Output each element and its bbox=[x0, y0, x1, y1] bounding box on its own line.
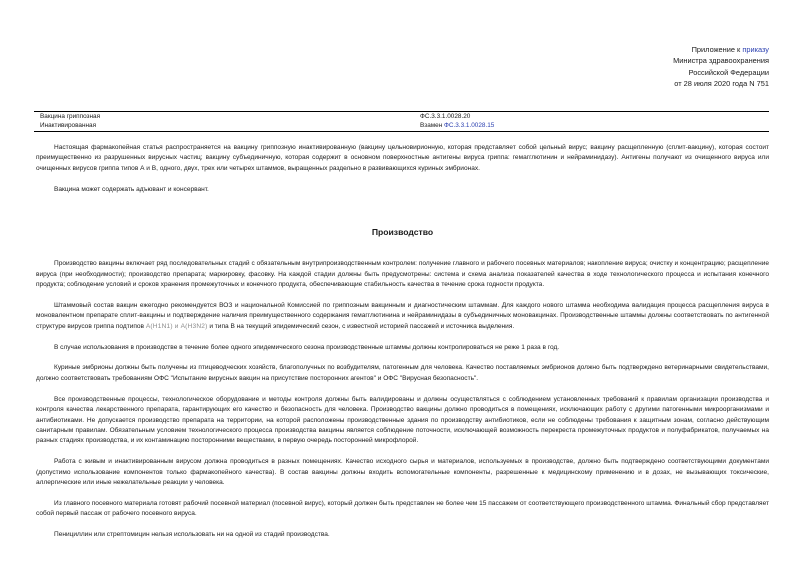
appendix-line-2: Министра здравоохранения bbox=[673, 56, 769, 66]
appendix-line-1: Приложение к приказу bbox=[691, 45, 769, 54]
body-paragraph-6: Работа с живым и инактивированным вирусом должна проводиться в разных помещениях. Качество исходного сырья и материалов, используемых в производстве, должно быть подтверждено соответствующими документами (допустимо использование компонентов только фармакопейного качества). В состав вакцины должны входить вспомогательные компоненты, разрешенные к медицинскому применению и в дозах, не вызывающих токсические, аллергические или иные нежелательные реакции у человека. bbox=[36, 458, 769, 487]
body-paragraph-2: Штаммовый состав вакцин ежегодно рекомендуется ВОЗ и национальной Комиссией по гриппозным вакцинным и диагностическим штаммам. Для каждого нового штамма необходима валидация процесса расщепления вируса в моновалентном препарате сплит-вакцины и подтверждение наличия преимущественного содержания гемагглютинина и нейраминидазы в субъединичных моновакцинах. Производственные штаммы должны соответствовать по антигенной структуре вирусов гриппа подтипов A(H1N1) и A(H3N2) и типа В на текущий эпидемический сезон, с известной историей пассажей и источника выделения. bbox=[36, 301, 769, 330]
body-paragraph-5: Все производственные процессы, технологическое оборудование и методы контроля должны быть валидированы и должны осуществляться с соблюдением установленных требований к правилам организации производства и контроля качества лекарственного препарата, гарантирующих его качество и безопасность для человека. Производство вакцины должно проводиться в помещениях, исключающих работу с другими патогенными микроорганизмами и антибиотиками. Не допускается производство препарата на территории, на которой расположены производственные здания по производству антибиотиков, если не соблюдены требования к защитным зонам, согласно действующим санитарным правилам. Обязательным условием технологического процесса производства вакцины является соблюдение поточности, исключающей возможность перекреста промежуточных продуктов и полуфабрикатов, получаемых на разных стадиях производства, и их контаминацию посторонними веществами, в первую очередь посторонней микрофлорой. bbox=[36, 395, 769, 445]
body-paragraph-4: Куриные эмбрионы должны быть получены из птицеводческих хозяйств, благополучных по возбудителям, патогенным для человека. Качество поставляемых эмбрионов должно быть подтверждено ветеринарными свидетельствами, должно соответствовать требованиям ОФС "Испытание вирусных вакцин на присутствие посторонних агентов" и ОФС "Вирусная безопасность". bbox=[36, 364, 769, 382]
header-row-2 bbox=[34, 121, 769, 130]
body-paragraph-1: Производство вакцины включает ряд последовательных стадий с обязательным внутрипроизводственным контролем: получение главного и рабочего посевных материалов; накопление вируса; очистку и концентрацию; расщепление вируса (при необходимости); производство препарата; маркировку, фасовку. На каждой стадии должны быть предусмотрены: система и схема анализа показателей качества в ходе технологического процесса и испытания конечного продукта; соблюдение условий и сроков хранения промежуточных и конечного продукта, обеспечивающие стабильность качества в течение срока годности продукта. bbox=[36, 260, 769, 288]
header-row-1 bbox=[34, 112, 769, 121]
vaccine-name-1: Вакцина гриппозная bbox=[40, 113, 101, 120]
monograph-code: ФС.3.3.1.0028.20 bbox=[420, 113, 471, 120]
replaces-code: Взамен ФС.3.3.1.0028.15 bbox=[420, 122, 495, 130]
appendix-line-3: Российской Федерации bbox=[688, 67, 769, 77]
body-paragraph-8: Пенициллин или стрептомицин нельзя использовать ни на одной из стадий производства. bbox=[54, 531, 330, 539]
replaces-link[interactable]: ФС.3.3.1.0028.15 bbox=[444, 122, 495, 130]
order-link[interactable]: приказу bbox=[742, 45, 769, 54]
monograph-header-table bbox=[34, 111, 769, 132]
vaccine-name-2: Инактивированная bbox=[40, 122, 97, 130]
intro-paragraph-2: Вакцина может содержать адъювант и консервант. bbox=[54, 185, 209, 193]
appendix-line-4: от 28 июля 2020 года N 751 bbox=[674, 79, 769, 89]
intro-paragraph-1: Настоящая фармакопейная статья распространяется на вакцину гриппозную инактивированную (вакцину цельновирионную, которая представляет собой цельный вирус; вакцину расщепленную (сплит-вакцину), которая состоит преимущественно из разрушенных вирусных частиц; вакцину субъединичную, которая содержит в основном поверхностные антигены вируса гриппа: гемагглютинин и нейраминидазу). Антигены получают из очищенного вируса или очищенных вирусов гриппа типов А и В, одного, двух, трех или четырех штаммов, выращенных раздельно в развивающихся куриных эмбрионах. bbox=[36, 144, 769, 172]
body-paragraph-7: Из главного посевного материала готовят рабочий посевной материал (посевной вирус), который должен быть представлен не более чем 15 пассажем от соответствующего производственного штамма. Финальный сбор представляет собой первый пассаж от рабочего посевного вируса. bbox=[36, 500, 769, 518]
body-paragraph-3: В случае использования в производстве в течение более одного эпидемического сезона производственные штаммы должны контролироваться не реже 1 раза в год. bbox=[54, 343, 560, 351]
blurred-subtype-text: A(H1N1) и A(H3N2) bbox=[145, 322, 208, 330]
document-body bbox=[36, 143, 769, 541]
appendix-block bbox=[673, 44, 769, 90]
section-title-production: Производство bbox=[371, 227, 434, 238]
